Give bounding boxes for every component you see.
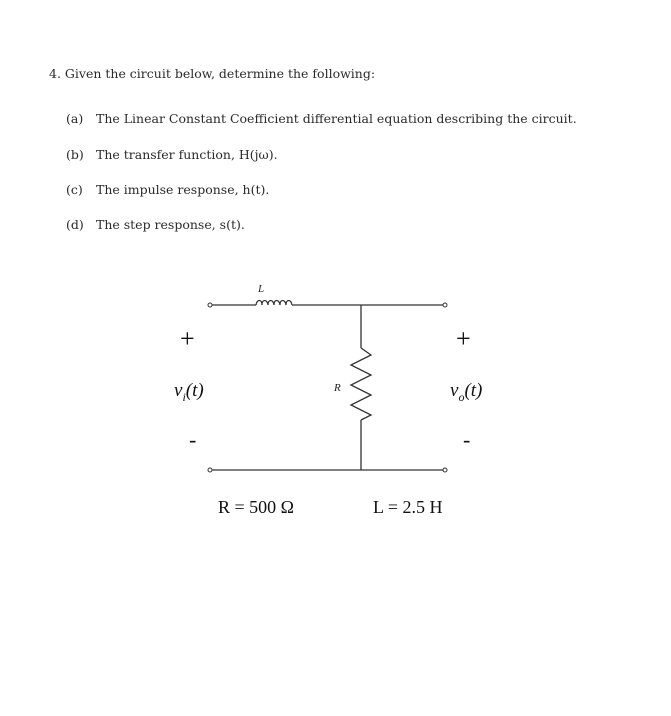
input-voltage-argument: (t) xyxy=(185,380,204,401)
output-voltage-subscript: o xyxy=(458,390,465,404)
part-d-label: (d) xyxy=(66,217,84,232)
part-a-text: The Linear Constant Coefficient differential equation describing the circuit. xyxy=(95,111,577,126)
input-plus-sign: + xyxy=(180,324,195,353)
part-d-text: The step response, s(t). xyxy=(95,217,245,232)
input-voltage-symbol: v xyxy=(174,380,183,401)
output-plus-sign: + xyxy=(456,324,471,353)
part-b-label: (b) xyxy=(66,147,84,162)
part-b-text: The transfer function, H(jω). xyxy=(95,147,278,162)
terminal-input-bottom xyxy=(208,468,212,472)
part-a-label: (a) xyxy=(66,111,84,126)
output-voltage-symbol: v xyxy=(450,380,459,401)
output-minus-sign: - xyxy=(463,427,471,452)
inductor-label: L xyxy=(258,283,265,295)
input-voltage-label xyxy=(174,380,204,404)
part-c-text: The impulse response, h(t). xyxy=(95,182,270,197)
part-c-label: (c) xyxy=(66,182,83,197)
terminal-output-top xyxy=(443,303,447,307)
resistor-label: R xyxy=(334,382,341,394)
inductance-value: L = 2.5 H xyxy=(373,497,443,517)
output-voltage-label xyxy=(450,380,482,404)
terminal-output-bottom xyxy=(443,468,447,472)
input-minus-sign: - xyxy=(189,427,197,452)
input-voltage-subscript: i xyxy=(182,390,186,404)
output-voltage-argument: (t) xyxy=(464,380,483,401)
terminal-input-top xyxy=(208,303,212,307)
problem-title: 4. Given the circuit below, determine the following: xyxy=(49,66,376,81)
inductor-symbol xyxy=(256,301,292,306)
resistance-value: R = 500 Ω xyxy=(218,497,295,517)
resistor-symbol xyxy=(351,348,371,420)
